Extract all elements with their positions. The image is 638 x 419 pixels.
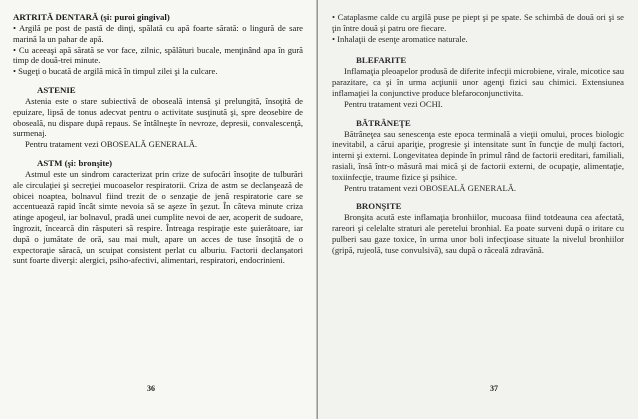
left-column	[13, 12, 303, 266]
right-page	[318, 0, 638, 419]
section-title-artrita: ARTRITĂ DENTARĂ (şi: puroi gingival)	[13, 12, 170, 22]
section-title-astenie: ASTENIE	[37, 84, 76, 95]
section-title-batranete: BĂTRÂNEŢE	[356, 117, 411, 128]
section-title-blefarite: BLEFARITE	[356, 55, 407, 66]
paragraph: Pentru tratament vezi OCHI.	[344, 98, 443, 109]
paragraph: • Sugeţi o bucată de argilă mică în timpul zilei şi la culcare.	[13, 66, 218, 77]
page-number: 37	[490, 384, 498, 393]
paragraph: • Cu aceeaşi apă sărată se vor face, zilnic, spălături bucale, menţinând apa în gură timp de două-trei minute.	[13, 44, 303, 66]
paragraph: • Cataplasme calde cu argilă puse pe piept şi pe spate. Se schimbă de două ori şi se ţin între două şi patru ore fiecare.	[332, 12, 624, 33]
left-page	[0, 0, 317, 419]
paragraph: Inflamaţia pleoapelor produsă de diferite infecţii microbiene, virale, micotice sau parazitare, ca şi în urma acţiunii unor agenţi fizici sau chimici. Extensiunea inflamaţiei la conjunctive produce blefaroconjunctivita.	[332, 66, 624, 98]
paragraph: Bătrâneţea sau senescenţa este epoca terminală a vieţii omului, proces biologic inevitabil, a cărui apariţie, progresie şi intensitate sunt în funcţie de mulţi factori, interni şi externi. Longevitatea depinde în primul rând de factorii ereditari, familiali, rasiali, însă într-o măsură mai mică şi de factorii externi, de ocupaţie, alimentaţie, toxiinfecţie, traume fizice şi psihice.	[332, 128, 624, 182]
section-title-bronsite: BRONŞITE	[356, 201, 402, 212]
paragraph: Astenia este o stare subiectivă de oboseală intensă şi prelungită, însoţită de epuizare, lipsă de tonus adecvat pentru o activitate susţinută şi, spre deosebire de oboseală, nu dispare după repaus. Se întâlneşte în nevroze, depresii, convalescenţă, surmenaj.	[13, 95, 303, 139]
page-number: 36	[147, 384, 155, 393]
paragraph: Pentru tratament vezi OBOSEALĂ GENERALĂ.	[344, 182, 517, 193]
paragraph: Bronşita acută este inflamaţia bronhiilor, mucoasa fiind totdeauna cea afectată, rareori şi celelalte straturi ale peretelui bronhial. Ea poate surveni după o iritare cu pulberi sau gaze toxice, în urma unor boli infecţioase situate la nivelul bronhiilor (gripă, rujeolă, tuse convulsivă), sau după o răceală zdravănă.	[332, 212, 624, 255]
paragraph: • Inhalaţii de esenţe aromatice naturale.	[332, 33, 468, 44]
paragraph: • Argilă pe post de pastă de dinţi, spălată cu apă foarte sărată: o lingură de sare marină la un pahar de apă.	[13, 23, 303, 44]
paragraph: Astmul este un sindrom caracterizat prin crize de sufocări însoţite de tulburări ale circulaţiei şi secreţiei mucoaselor respiratorii. Criza de astm se declanşează de obicei noaptea, bolnavul fiind trezit de o senzaţie de jenă respiratorie care se accentuează rapid încât simte nevoia să se aşeze în şezut. În câteva minute criza atinge apogeul, iar bolnavul, pradă unei cumplite nevoi de aer, acoperit de sudoare, îngrozit, încearcă din răsputeri să respire. Întreaga respiraţie este şuierătoare, iar după o jumătate de oră, sau mai mult, apare un acces de tuse însoţită de o expectoraţie săracă, un scuipat consistent perlat cu alburiu. Factorii declanşatori sunt foarte diverşi: alergici, psiho-afectivi, alimentari, respiratori, endocrinieni.	[13, 168, 303, 266]
section-title-astm: ASTM (şi: bronşite)	[37, 157, 113, 168]
paragraph: Pentru tratament vezi OBOSEALĂ GENERALĂ.	[25, 139, 198, 150]
right-column	[332, 12, 624, 256]
